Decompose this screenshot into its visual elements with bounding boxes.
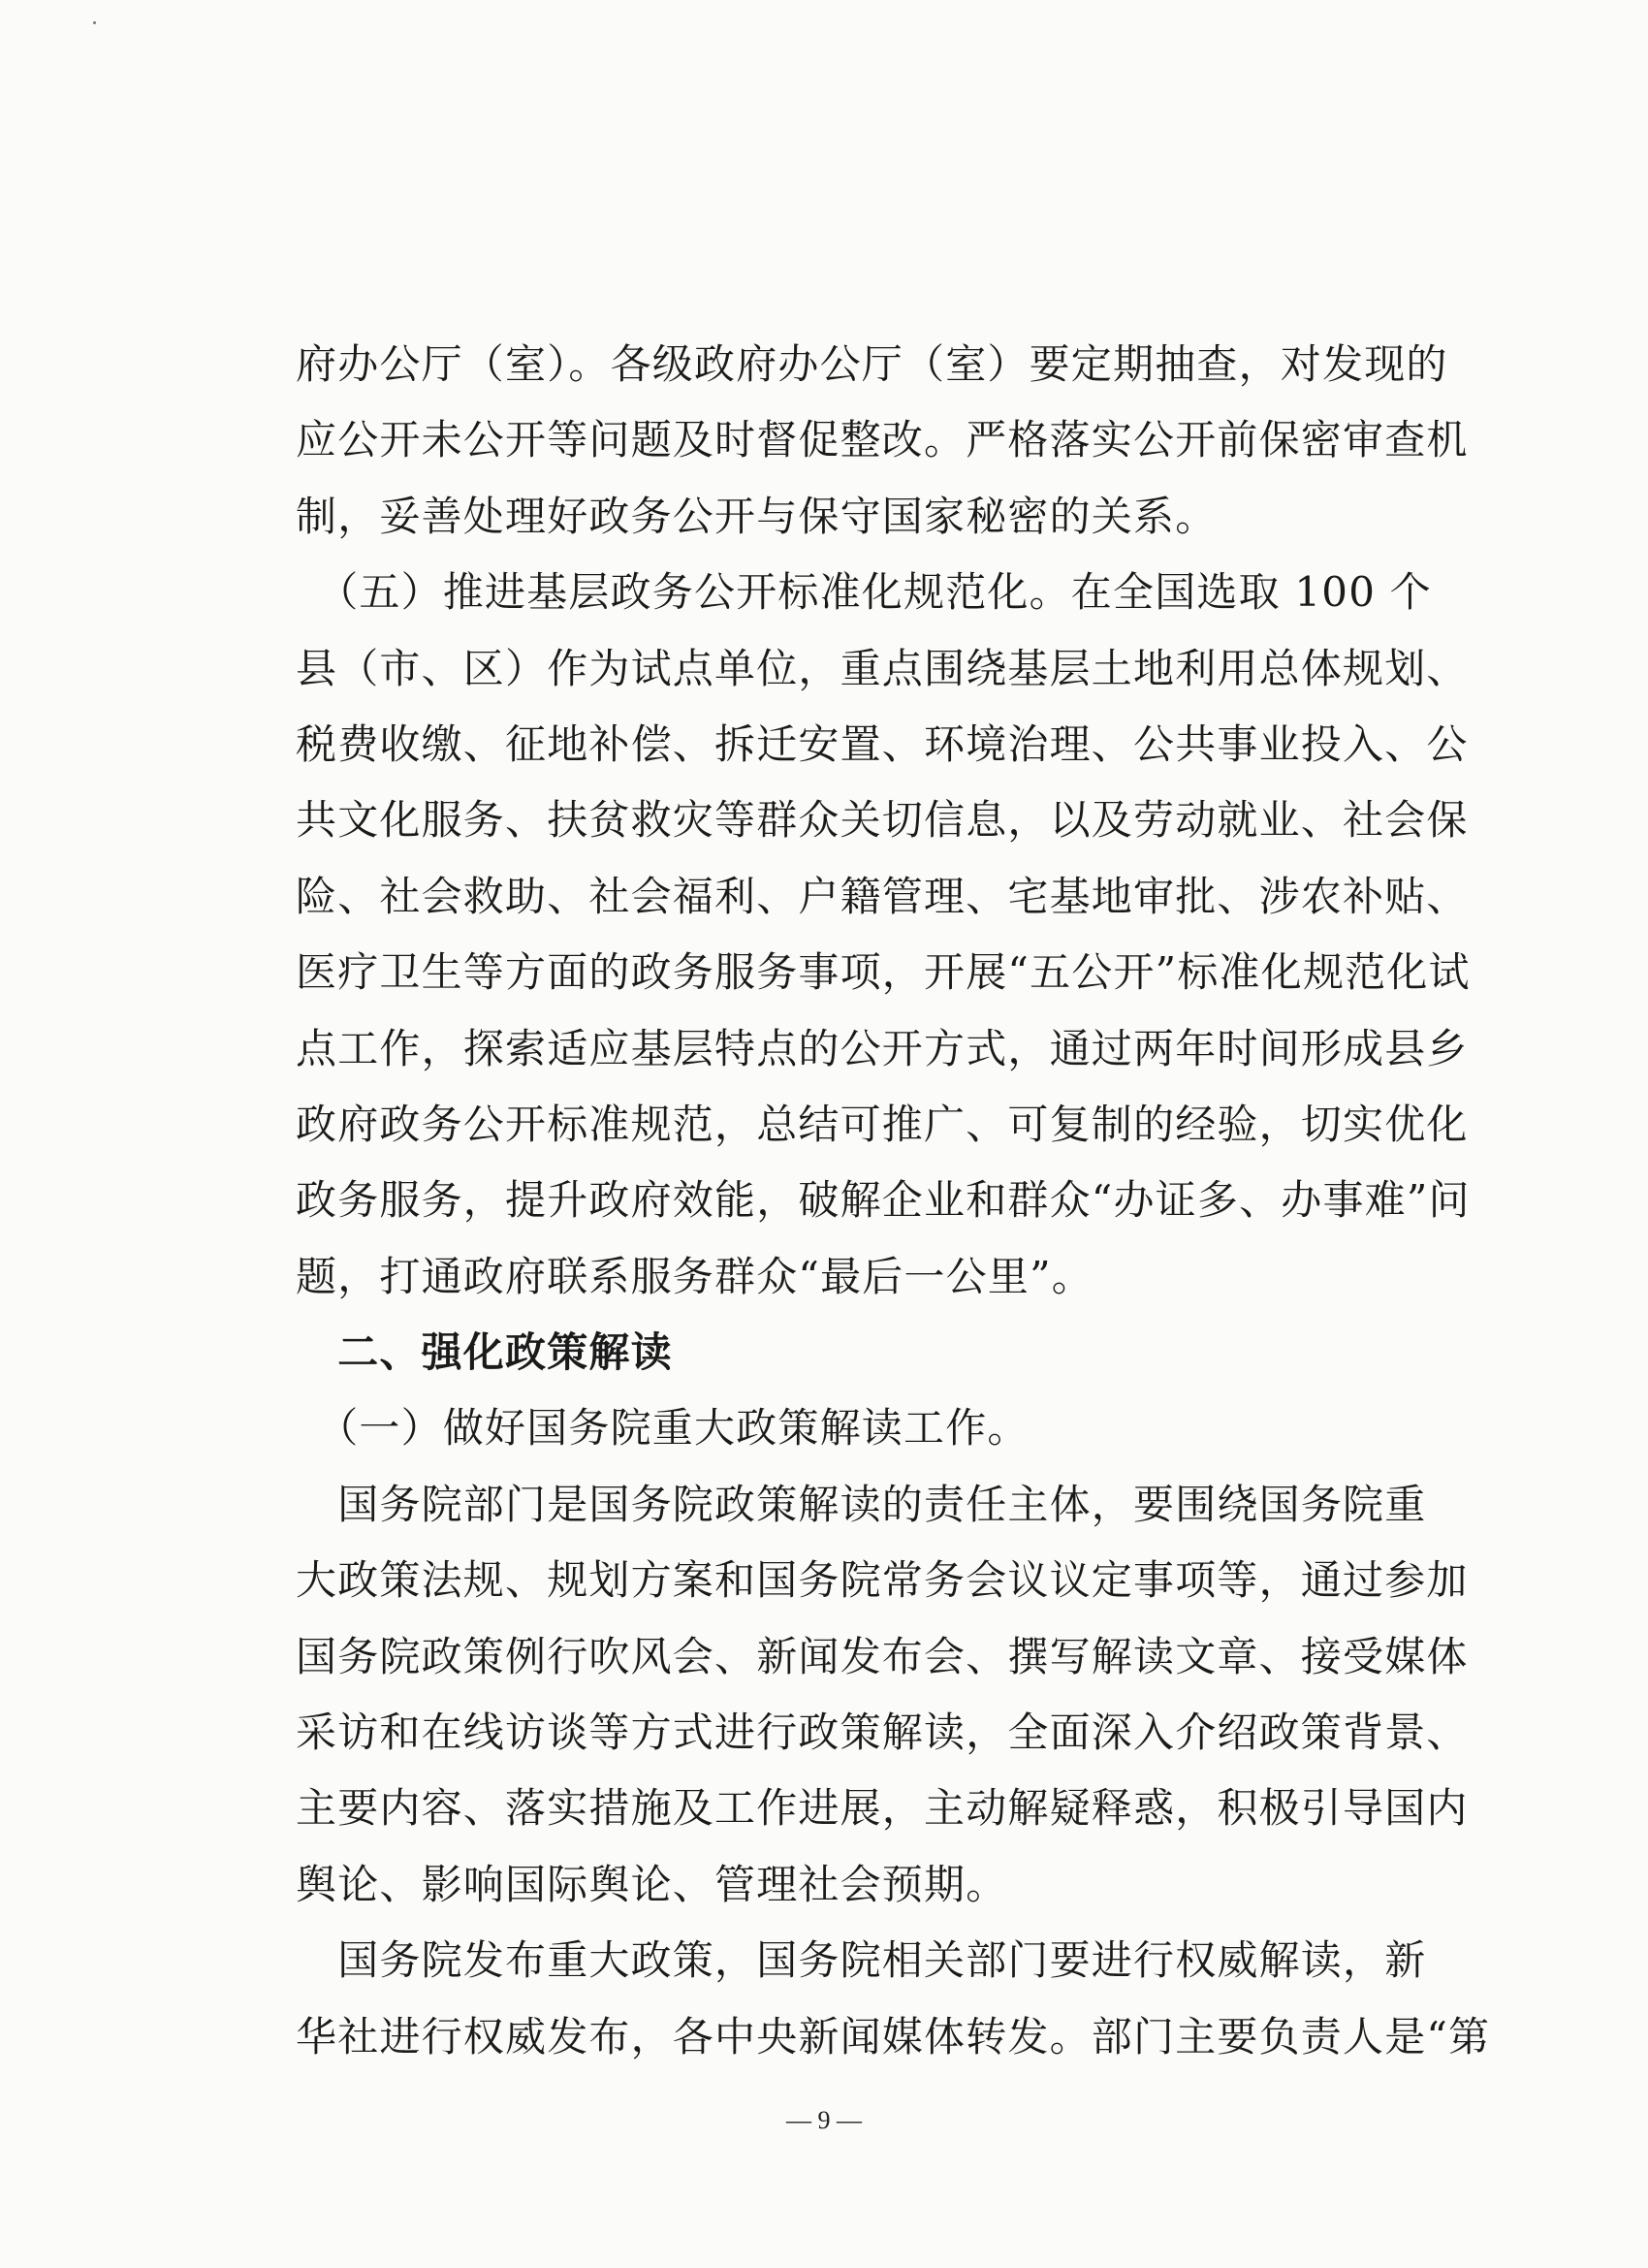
text-line: 府办公厅（室）。各级政府办公厅（室）要定期抽查，对发现的 [296, 340, 1448, 388]
text-line: 政务服务，提升政府效能，破解企业和群众“办证多、办事难”问 [296, 1176, 1471, 1225]
document-body [296, 327, 1491, 2075]
text-line: 税费收缴、征地补偿、拆迁安置、环境治理、公共事业投入、公 [296, 719, 1469, 768]
text-line: 华社进行权威发布，各中央新闻媒体转发。部门主要负责人是“第 [296, 2012, 1491, 2060]
text-line: 舆论、影响国际舆论、管理社会预期。 [296, 1860, 1008, 1908]
text-line: 国务院政策例行吹风会、新闻发布会、撰写解读文章、接受媒体 [296, 1632, 1469, 1680]
subsection-heading: （一）做好国务院重大政策解读工作。 [296, 1404, 1030, 1453]
text-line: 县（市、区）作为试点单位，重点围绕基层土地利用总体规划、 [296, 644, 1469, 692]
section-heading: 二、强化政策解读 [296, 1328, 673, 1377]
text-line: 大政策法规、规划方案和国务院常务会议议定事项等，通过参加 [296, 1556, 1469, 1605]
scan-speck [93, 21, 96, 24]
text-line: 国务院部门是国务院政策解读的责任主体，要围绕国务院重 [296, 1480, 1427, 1528]
text-line: 主要内容、落实措施及工作进展，主动解疑释惑，积极引导国内 [296, 1784, 1469, 1833]
text-line: 题，打通政府联系服务群众“最后一公里”。 [296, 1252, 1093, 1300]
text-line: 点工作，探索适应基层特点的公开方式，通过两年时间形成县乡 [296, 1024, 1469, 1072]
text-line: 政府政务公开标准规范，总结可推广、可复制的经验，切实优化 [296, 1100, 1469, 1148]
text-line: 国务院发布重大政策，国务院相关部门要进行权威解读，新 [296, 1936, 1427, 1985]
text-line: 应公开未公开等问题及时督促整改。严格落实公开前保密审查机 [296, 416, 1469, 464]
text-line: 险、社会救助、社会福利、户籍管理、宅基地审批、涉农补贴、 [296, 872, 1469, 920]
text-line: 采访和在线访谈等方式进行政策解读，全面深入介绍政策背景、 [296, 1709, 1469, 1757]
text-line: （五）推进基层政务公开标准化规范化。在全国选取 100 个 [296, 568, 1432, 617]
text-line: 制，妥善处理好政务公开与保守国家秘密的关系。 [296, 492, 1218, 540]
page-number: — 9 — [786, 2106, 862, 2134]
text-line: 共文化服务、扶贫救灾等群众关切信息，以及劳动就业、社会保 [296, 796, 1469, 845]
text-line: 医疗卫生等方面的政务服务事项，开展“五公开”标准化规范化试 [296, 948, 1471, 997]
